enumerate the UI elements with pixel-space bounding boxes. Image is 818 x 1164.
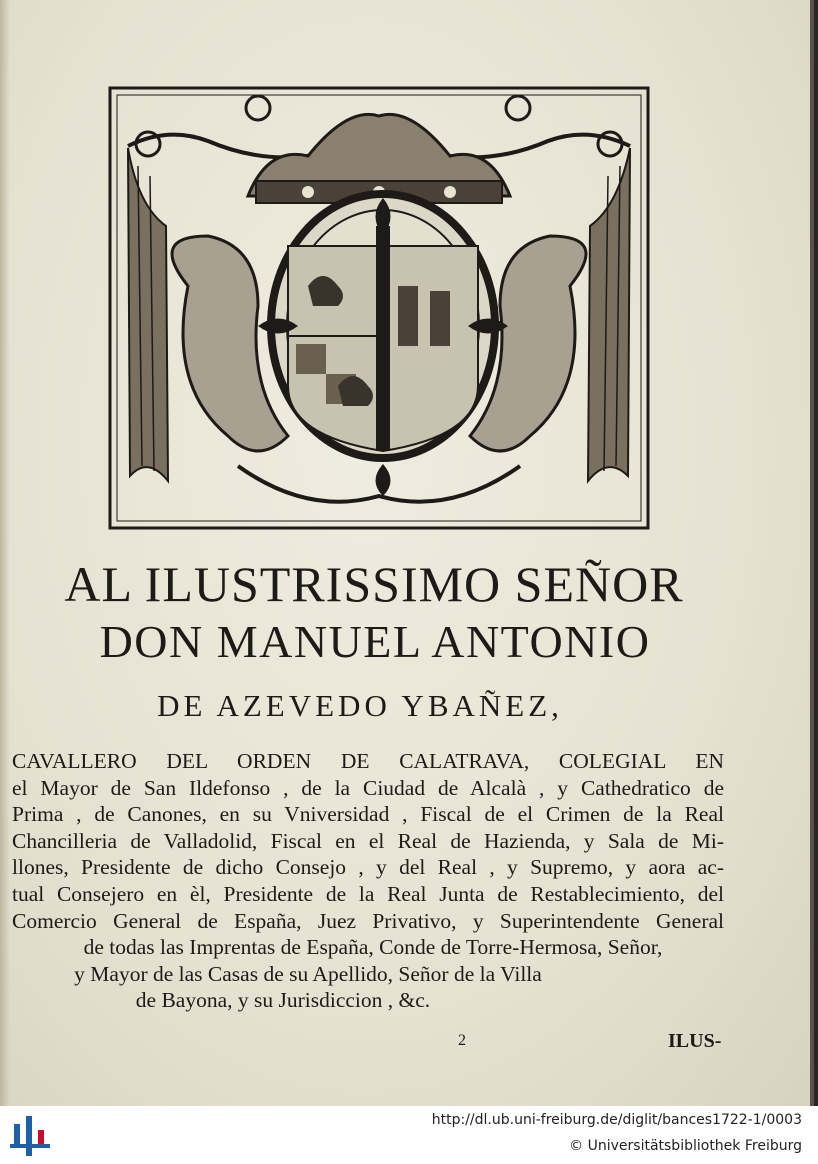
source-url[interactable]: http://dl.ub.uni-freiburg.de/diglit/bances1722-1/0003 [431,1112,802,1128]
coat-of-arms-woodcut [108,86,650,530]
dedication-title-line-2: DON MANUEL ANTONIO [99,616,651,667]
body-line: el Mayor de San Ildefonso , de la Ciudad de Alcalà , y Cathedratico de [12,775,724,800]
body-line: Comercio General de España, Juez Privativo, y Superintendente General [12,908,724,933]
signature-mark: 2 [458,1032,466,1049]
page-gutter-shadow [0,0,10,1106]
body-line: CAVALLERO DEL ORDEN DE CALATRAVA, COLEGIAL EN [12,749,724,773]
dedication-body [12,748,724,1014]
dedication-title-line-1: AL ILUSTRISSIMO SEÑOR [64,556,684,612]
body-line: Prima , de Canones, en su Vniversidad , Fiscal de el Crimen de la Real [12,802,724,827]
catchword: ILUS- [668,1030,722,1052]
body-line: de Bayona, y su Jurisdiccion , &c. [135,988,431,1013]
body-line: llones, Presidente de dicho Consejo , y del Real , y Supremo, y aora ac- [12,855,724,880]
body-line: Chancilleria de Valladolid, Fiscal en el Real de Hazienda, y Sala de Mi- [12,828,724,853]
dedication-title-line-3: DE AZEVEDO YBAÑEZ, [157,688,563,723]
page-right-edge [810,0,814,1106]
body-line: y Mayor de las Casas de su Apellido, Señor de la Villa [74,961,542,986]
body-line: tual Consejero en èl, Presidente de la Real Junta de Restablecimiento, del [12,881,724,906]
body-line: de todas las Imprentas de España, Conde de Torre-Hermosa, Señor, [83,935,663,960]
copyright-notice: © Universitätsbibliothek Freiburg [569,1138,802,1154]
footer-bar [0,1106,818,1164]
university-library-logo-icon [10,1114,52,1158]
